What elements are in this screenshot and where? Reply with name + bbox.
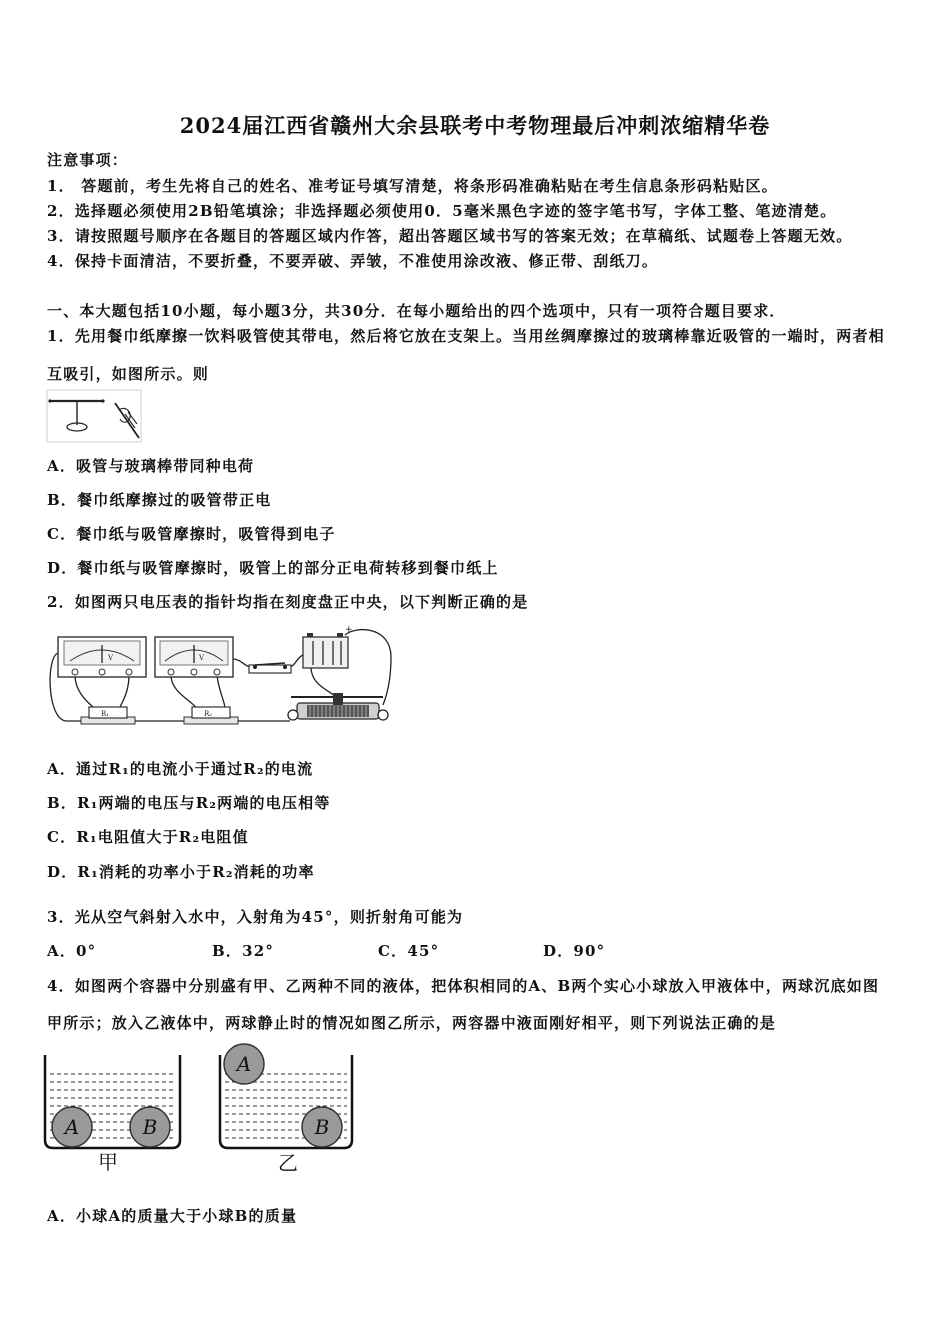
ball-a-yi: [224, 1044, 264, 1084]
q1-stem-line-1: 1．先用餐巾纸摩擦一饮料吸管使其带电，然后将它放在支架上。当用丝绸摩擦过的玻璃棒靠近吸管的一端时，两者相: [47, 327, 885, 345]
q1-stem-line-2: 互吸引，如图所示。则: [47, 365, 210, 383]
q1-figure-straw-and-glass-rod: [45, 388, 143, 444]
switch: [249, 663, 291, 673]
resistor-1: [81, 707, 135, 724]
q1-option-d: D．餐巾纸与吸管摩擦时，吸管上的部分正电荷转移到餐巾纸上: [47, 559, 499, 577]
container-yi-label: 乙: [278, 1151, 298, 1175]
notice-item-1: 1． 答题前，考生先将自己的姓名、准考证号填写清楚，将条形码准确粘贴在考生信息条形码粘贴区。: [47, 177, 778, 195]
notice-item-2: 2．选择题必须使用2B铅笔填涂；非选择题必须使用0．5毫米黑色字迹的签字笔书写，字体工整、笔迹清楚。: [47, 202, 837, 220]
q4-stem-line-1: 4．如图两个容器中分别盛有甲、乙两种不同的液体，把体积相同的A、B两个实心小球放入甲液体中，两球沉底如图: [47, 977, 880, 995]
straw-end: [48, 399, 51, 402]
q1-option-b: B．餐巾纸摩擦过的吸管带正电: [47, 491, 272, 509]
q4-option-a: A．小球A的质量大于小球B的质量: [47, 1207, 298, 1225]
q1-option-a: A．吸管与玻璃棒带同种电荷: [47, 457, 255, 475]
voltmeter-1: [58, 637, 146, 677]
q3-option-a: A．0°: [47, 942, 97, 960]
q2-option-a: A．通过R₁的电流小于通过R₂的电流: [47, 760, 314, 778]
voltmeter-1-label: V: [108, 654, 114, 662]
q3-stem: 3．光从空气斜射入水中，入射角为45°，则折射角可能为: [47, 908, 464, 926]
voltmeter-2: [155, 637, 233, 677]
ball-b-jia: [130, 1107, 170, 1147]
battery-plus-label: +: [345, 625, 353, 635]
q2-option-b: B．R₁两端的电压与R₂两端的电压相等: [47, 794, 331, 812]
rheostat: [288, 693, 388, 720]
q3-option-c: C．45°: [378, 942, 440, 960]
ball-a-label: A: [236, 1052, 252, 1076]
ball-b-label: B: [142, 1115, 158, 1139]
section-heading: 一、本大题包括10小题，每小题3分，共30分．在每小题给出的四个选项中，只有一项符合题目要求．: [47, 302, 786, 320]
container-jia: [45, 1055, 180, 1174]
q4-figure-containers: [42, 1040, 357, 1175]
q2-stem: 2．如图两只电压表的指针均指在刻度盘正中央，以下判断正确的是: [47, 593, 529, 611]
battery: [303, 625, 353, 668]
q3-option-b: B．32°: [212, 942, 275, 960]
q2-option-c: C．R₁电阻值大于R₂电阻值: [47, 828, 249, 846]
resistor-2-label: R₂: [204, 710, 213, 718]
resistor-2: [184, 707, 238, 724]
notice-item-3: 3．请按照题号顺序在各题目的答题区域内作答，超出答题区域书写的答案无效；在草稿纸、试题卷上答题无效。: [47, 227, 853, 245]
notice-heading: 注意事项：: [47, 151, 129, 169]
page-title: 2024届江西省赣州大余县联考中考物理最后冲刺浓缩精华卷: [179, 113, 771, 138]
q2-option-d: D．R₁消耗的功率小于R₂消耗的功率: [47, 863, 315, 881]
q2-figure-circuit: [45, 625, 395, 733]
ball-b-yi: [302, 1107, 342, 1147]
q4-stem-line-2: 甲所示；放入乙液体中，两球静止时的情况如图乙所示，两容器中液面刚好相平，则下列说法正确的是: [47, 1014, 777, 1032]
ball-a-label: A: [64, 1115, 80, 1139]
q3-option-d: D．90°: [543, 942, 606, 960]
resistor-1-label: R₁: [101, 710, 110, 718]
container-jia-label: 甲: [98, 1150, 118, 1174]
q1-option-c: C．餐巾纸与吸管摩擦时，吸管得到电子: [47, 525, 336, 543]
voltmeter-2-label: V: [199, 654, 205, 662]
ball-b-label: B: [314, 1115, 330, 1139]
straw-end: [101, 399, 104, 402]
ball-a-jia: [52, 1107, 92, 1147]
glass-rod: [115, 403, 139, 438]
container-yi: [220, 1044, 352, 1175]
notice-item-4: 4．保持卡面清洁，不要折叠，不要弄破、弄皱，不准使用涂改液、修正带、刮纸刀。: [47, 252, 659, 270]
